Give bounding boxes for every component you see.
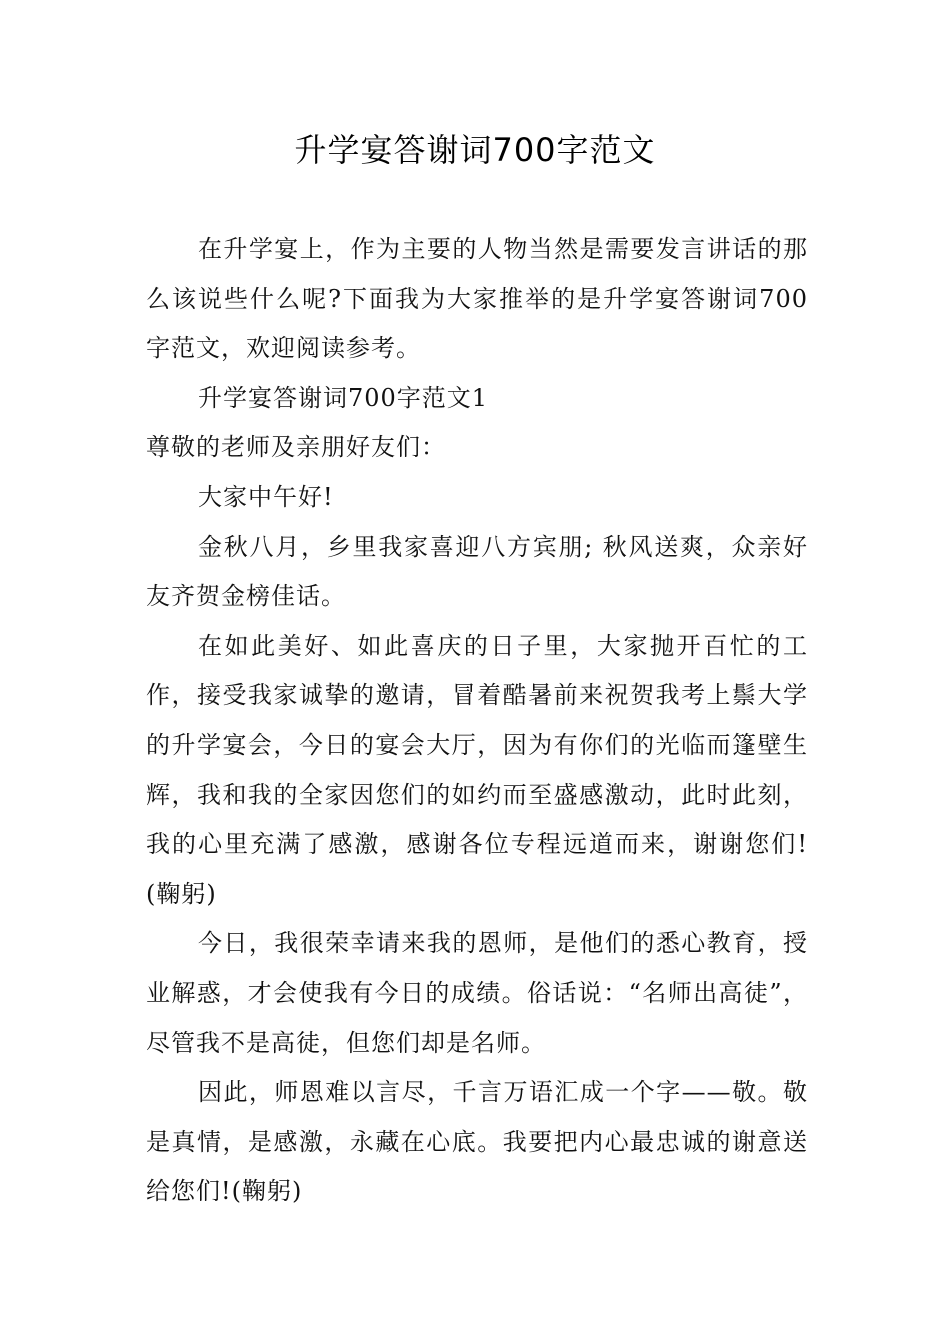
document-title: 升学宴答谢词700字范文 [294, 131, 656, 169]
section-heading: 升学宴答谢词700字范文1 [198, 383, 489, 412]
document-body [146, 225, 808, 1217]
salutation: 尊敬的老师及亲朋好友们： [146, 433, 446, 462]
intro-paragraph: 在升学宴上，作为主要的人物当然是需要发言讲话的那么该说些什么呢?下面我为大家推举的是升学宴答谢词700字范文，欢迎阅读参考。 [146, 235, 808, 363]
body-paragraph: 金秋八月，乡里我家喜迎八方宾朋; 秋风送爽，众亲好友齐贺金榜佳话。 [146, 532, 808, 611]
body-paragraph: 在如此美好、如此喜庆的日子里，大家抛开百忙的工作，接受我家诚挚的邀请，冒着酷暑前来祝贺我考上鬃大学的升学宴会，今日的宴会大厅，因为有你们的光临而篷壁生辉，我和我的全家因您们的如约而至盛感激动，此时此刻，我的心里充满了感激，感谢各位专程远道而来，谢谢您们!(鞠躬) [146, 631, 808, 908]
greeting: 大家中午好! [198, 482, 334, 511]
body-paragraph: 今日，我很荣幸请来我的恩师，是他们的悉心教育，授业解惑，才会使我有今日的成绩。俗话说：“名师出高徒”，尽管我不是高徒，但您们却是名师。 [146, 929, 808, 1057]
body-paragraph: 因此，师恩难以言尽，千言万语汇成一个字——敬。敬是真情，是感激，永藏在心底。我要把内心最忠诚的谢意送给您们!(鞠躬) [146, 1078, 808, 1206]
